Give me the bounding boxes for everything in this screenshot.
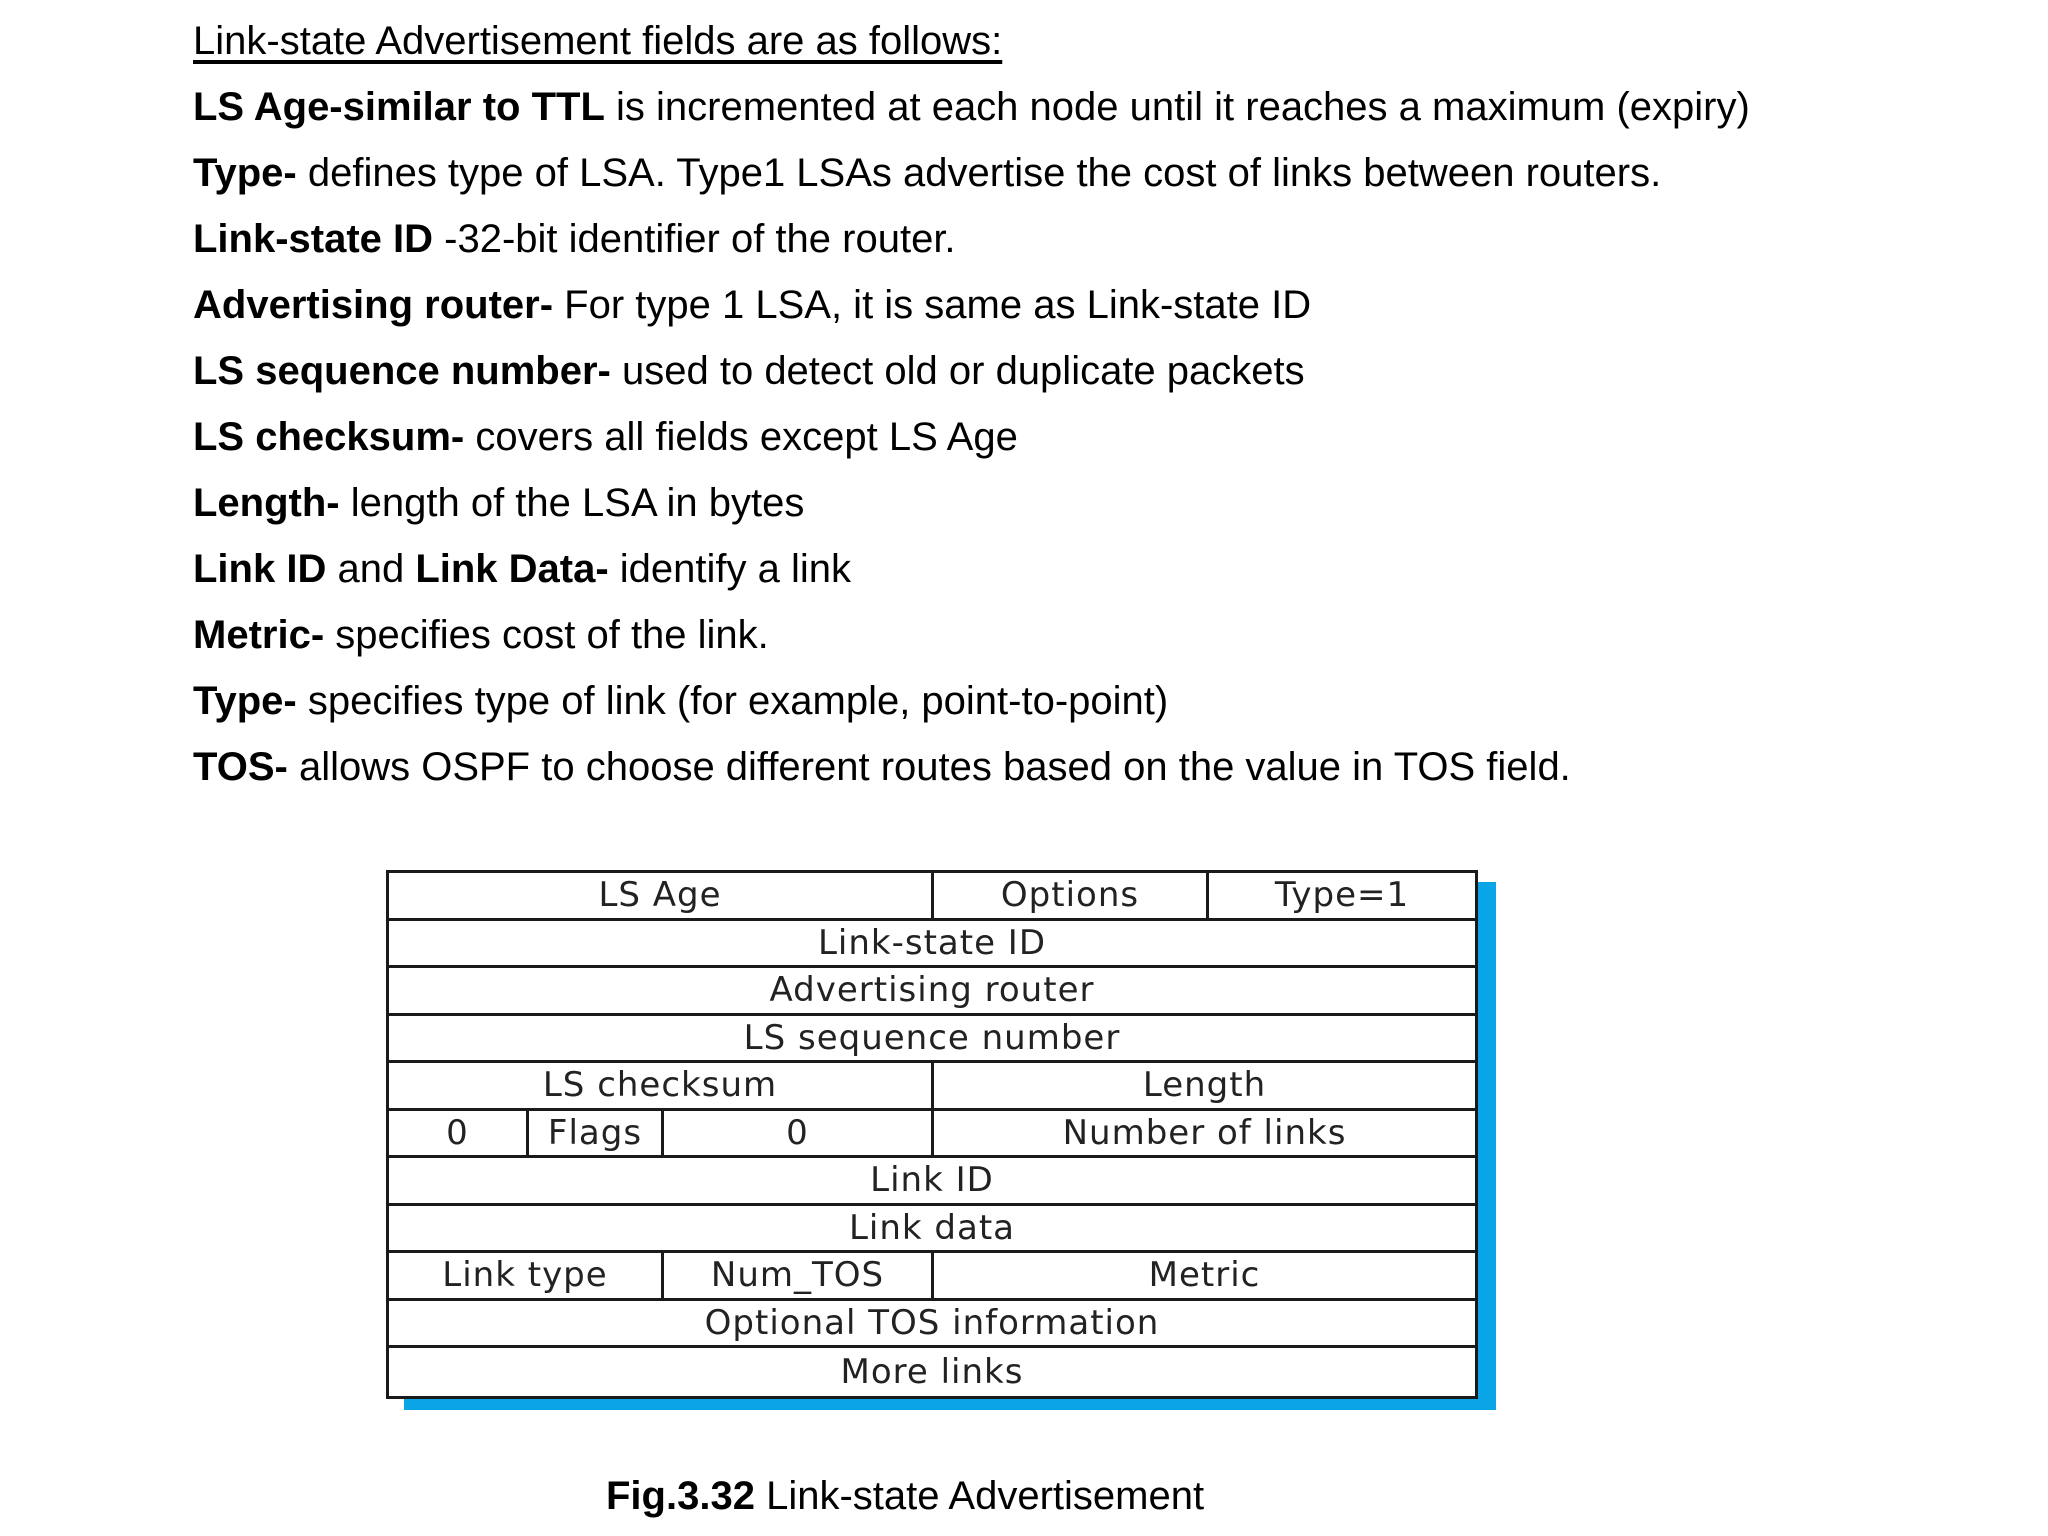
field-desc: is incremented at each node until it reaches a maximum (expiry) bbox=[604, 85, 1750, 129]
field-link-state-id bbox=[193, 206, 2013, 272]
cell-metric: Metric bbox=[1148, 1255, 1261, 1296]
cell-length: Length bbox=[1142, 1065, 1267, 1106]
row-more-links bbox=[389, 1348, 1475, 1396]
cell-ls-sequence-number: LS sequence number bbox=[743, 1017, 1121, 1058]
field-term: Type- bbox=[193, 151, 297, 195]
row-advertising-router bbox=[389, 968, 1475, 1016]
cell-options: Options bbox=[934, 873, 1209, 918]
field-ls-checksum bbox=[193, 404, 2013, 470]
section-heading: Link-state Advertisement fields are as follows: bbox=[193, 19, 1003, 63]
figure-title: Link-state Advertisement bbox=[754, 1474, 1205, 1518]
row-checksum-length bbox=[389, 1063, 1475, 1111]
field-type bbox=[193, 140, 2013, 206]
cell-number-of-links: Number of links bbox=[1062, 1112, 1347, 1153]
cell-ls-checksum: LS checksum bbox=[389, 1063, 934, 1108]
lsa-packet-table bbox=[386, 870, 1478, 1399]
field-term: Link ID bbox=[193, 547, 327, 591]
field-term: Advertising router- bbox=[193, 283, 554, 327]
row-link-id bbox=[389, 1158, 1475, 1206]
field-metric bbox=[193, 602, 2013, 668]
cell-zero-b: 0 bbox=[664, 1111, 934, 1156]
row-link-state-id bbox=[389, 921, 1475, 969]
field-term: LS checksum- bbox=[193, 415, 465, 459]
field-desc: allows OSPF to choose different routes based on the value in TOS field. bbox=[287, 745, 1571, 789]
field-ls-sequence-number bbox=[193, 338, 2013, 404]
field-advertising-router bbox=[193, 272, 2013, 338]
field-descriptions bbox=[193, 8, 2013, 800]
cell-type: Type=1 bbox=[1274, 875, 1410, 916]
field-term-2: Link Data- bbox=[415, 547, 609, 591]
field-term: LS Age-similar to TTL bbox=[193, 85, 605, 129]
field-desc: used to detect old or duplicate packets bbox=[610, 349, 1305, 393]
cell-link-state-id: Link-state ID bbox=[817, 922, 1047, 963]
field-term: Link-state ID bbox=[193, 217, 434, 261]
field-desc: defines type of LSA. Type1 LSAs advertise the cost of links between routers. bbox=[296, 151, 1662, 195]
cell-zero-a: 0 bbox=[389, 1111, 529, 1156]
field-term: LS sequence number- bbox=[193, 349, 611, 393]
field-length bbox=[193, 470, 2013, 536]
field-connector: and bbox=[326, 547, 416, 591]
field-desc: specifies cost of the link. bbox=[324, 613, 769, 657]
row-optional-tos bbox=[389, 1301, 1475, 1349]
row-flags-num-links bbox=[389, 1111, 1475, 1159]
cell-more-links: More links bbox=[840, 1351, 1024, 1392]
field-desc: covers all fields except LS Age bbox=[464, 415, 1018, 459]
field-desc: length of the LSA in bytes bbox=[339, 481, 805, 525]
field-desc: For type 1 LSA, it is same as Link-state ID bbox=[553, 283, 1312, 327]
field-desc: specifies type of link (for example, point-to-point) bbox=[296, 679, 1169, 723]
field-desc: -32-bit identifier of the router. bbox=[433, 217, 956, 261]
row-link-data bbox=[389, 1206, 1475, 1254]
cell-flags: Flags bbox=[529, 1111, 664, 1156]
field-desc: identify a link bbox=[608, 547, 852, 591]
row-ls-sequence-number bbox=[389, 1016, 1475, 1064]
field-link-type bbox=[193, 668, 2013, 734]
cell-link-type: Link type bbox=[389, 1253, 664, 1298]
row-age-options-type bbox=[389, 873, 1475, 921]
field-tos bbox=[193, 734, 2013, 800]
figure-label: Fig.3.32 bbox=[606, 1474, 755, 1518]
cell-ls-age: LS Age bbox=[389, 873, 934, 918]
cell-link-data: Link data bbox=[848, 1207, 1016, 1248]
field-link-id-data bbox=[193, 536, 2013, 602]
cell-link-id: Link ID bbox=[870, 1160, 994, 1201]
field-term: TOS- bbox=[193, 745, 288, 789]
field-ls-age bbox=[193, 74, 2013, 140]
figure-caption bbox=[606, 1466, 1204, 1526]
lsa-packet-diagram bbox=[386, 870, 1496, 1410]
cell-optional-tos: Optional TOS information bbox=[704, 1302, 1160, 1343]
cell-advertising-router: Advertising router bbox=[769, 970, 1095, 1011]
field-term: Type- bbox=[193, 679, 297, 723]
cell-num-tos: Num_TOS bbox=[664, 1253, 934, 1298]
field-term: Length- bbox=[193, 481, 340, 525]
field-term: Metric- bbox=[193, 613, 325, 657]
row-type-numtos-metric bbox=[389, 1253, 1475, 1301]
